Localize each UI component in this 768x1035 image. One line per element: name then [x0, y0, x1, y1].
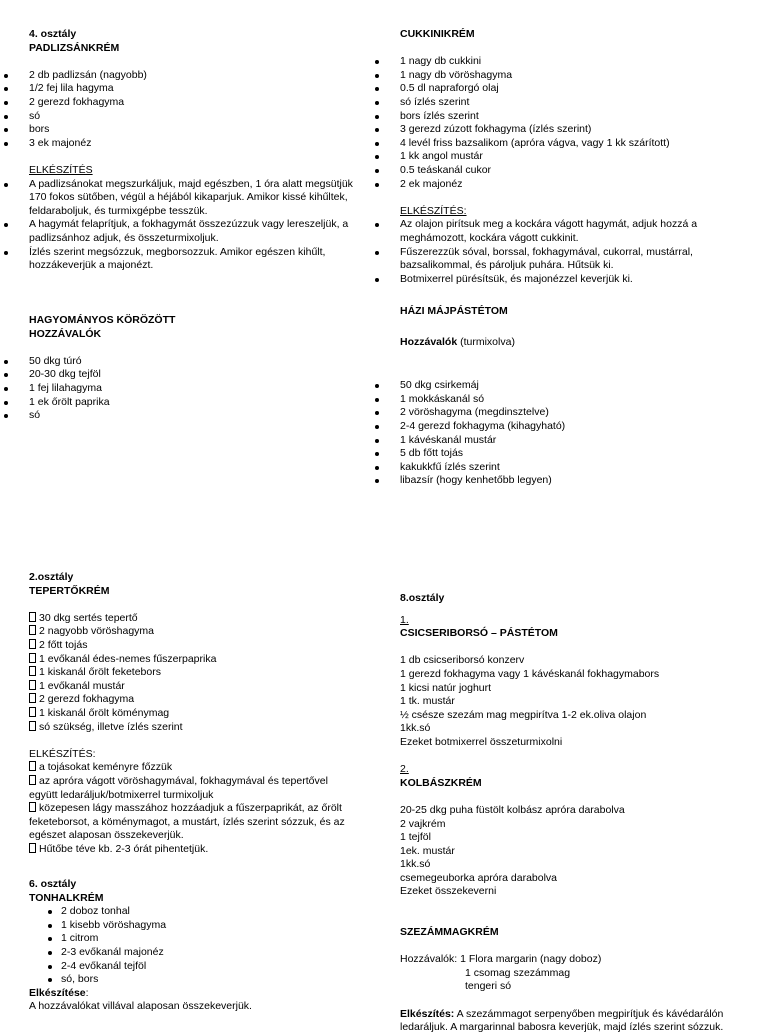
prep-text	[400, 1008, 745, 1022]
list-item	[400, 246, 745, 273]
prep-text: A hozzávalókat villával alaposan összekeverjük.	[29, 1000, 252, 1013]
prep-heading: ELKÉSZÍTÉS:	[29, 747, 96, 760]
list-item: 20-30 dkg tejföl	[29, 368, 374, 382]
list-item: 2 főtt tojás	[29, 639, 374, 653]
class-label: 8.osztály	[400, 592, 445, 604]
ingredient-line: Ezeket összekeverni	[400, 885, 497, 898]
step-line: meghámozott, kockára vágott cukkinit.	[400, 231, 579, 244]
ingredients-label: Hozzávalók	[400, 335, 458, 348]
recipe-title: KOLBÁSZKRÉM	[400, 776, 482, 789]
list-item: 50 dkg túró	[29, 355, 374, 369]
list-item: 5 db főtt tojás	[400, 447, 745, 461]
prep-label: Elkészítése	[29, 986, 86, 999]
list-item	[400, 218, 745, 245]
ingredient-line: 1ek. mustár	[400, 844, 455, 857]
step-list	[29, 178, 374, 273]
list-item: 2 gerezd fokhagyma	[29, 693, 374, 707]
list-item	[29, 218, 374, 245]
ingredient-line: 1 db csicseriborsó konzerv	[400, 654, 525, 667]
step-line: feldaraboljuk, és turmixgépbe tesszük.	[29, 204, 208, 217]
list-item: 0.5 teáskanál cukor	[400, 164, 745, 178]
class-label: 6. osztály	[29, 878, 77, 890]
list-item: 3 ek majonéz	[29, 137, 374, 151]
ingredients-heading	[400, 336, 745, 350]
recipe-number: 2.	[400, 763, 409, 776]
prep-heading: ELKÉSZÍTÉS	[29, 163, 93, 176]
list-item: 2 vöröshagyma (megdinsztelve)	[400, 406, 745, 420]
ingredient-line: 1kk.só	[400, 722, 431, 735]
list-item: 1 evőkanál édes-nemes fűszerpaprika	[29, 653, 374, 667]
ingredient-list	[29, 69, 374, 151]
step-line: bazsalikommal, és pároljuk puhára. Hűtsük ki.	[400, 259, 614, 272]
ingredient-line: 1 csomag szezámmag	[465, 966, 571, 979]
prep-heading	[29, 987, 374, 1001]
ingredient-line: 1kk.só	[400, 858, 431, 871]
step-line: Ízlés szerint megsózzuk, megborsozzuk. Amikor egészen kihűlt,	[29, 245, 326, 258]
ingredient-line: csemegeuborka apróra darabolva	[400, 871, 558, 884]
step-line: Fűszerezzük sóval, borssal, fokhagymával, cukorral, mustárral,	[400, 245, 693, 258]
ingredient-line: 2 vajkrém	[400, 817, 446, 830]
ingredients-heading: HOZZÁVALÓK	[29, 327, 102, 340]
list-item: só ízlés szerint	[400, 96, 745, 110]
class-label: 4. osztály	[29, 28, 77, 40]
recipe-title: HÁZI MÁJPÁSTÉTOM	[400, 305, 508, 317]
list-item: 1 evőkanál mustár	[29, 680, 374, 694]
class-8-recipes	[400, 592, 745, 1035]
recipe-title: SZEZÁMMAGKRÉM	[400, 926, 499, 939]
list-item: 2 doboz tonhal	[61, 905, 374, 919]
list-item: 30 dkg sertés tepertő	[29, 612, 374, 626]
recipe-title: PADLIZSÁNKRÉM	[29, 41, 120, 54]
list-item: 1 kk angol mustár	[400, 150, 745, 164]
list-item: 1 citrom	[61, 932, 374, 946]
ingredient-line: 1 gerezd fokhagyma vagy 1 kávéskanál fokhagymabors	[400, 667, 660, 680]
list-item: só	[29, 110, 374, 124]
step-line: feketeborsot, a köménymagot, a mustárt, ízlés szerint sózzuk, és az	[29, 815, 345, 828]
list-item: bors ízlés szerint	[400, 110, 745, 124]
recipe-title: CUKKINIKRÉM	[400, 28, 475, 40]
ingredient-line: tengeri só	[465, 980, 512, 993]
list-item: 4 levél friss bazsalikom (apróra vágva, vagy 1 kk szárított)	[400, 137, 745, 151]
recipe-title: HAGYOMÁNYOS KÖRÖZÖTT	[29, 314, 176, 326]
step-line: a tojásokat keményre főzzük	[29, 761, 374, 775]
list-item: 1 kávéskanál mustár	[400, 434, 745, 448]
list-item: 0.5 dl napraforgó olaj	[400, 82, 745, 96]
step-line: egészet alaposan összekeverjük.	[29, 829, 184, 842]
recipe-tepertokrem	[29, 571, 374, 856]
list-item: 1/2 fej lila hagyma	[29, 82, 374, 96]
list-item: 1 mokkáskanál só	[400, 393, 745, 407]
step-line: A padlizsánokat megszurkáljuk, majd egészben, 1 óra alatt megsütjük	[29, 177, 353, 190]
list-item: bors	[29, 123, 374, 137]
prep-text: ledaráljuk. A margarinnal babosra keverjük, majd ízlés szerint sózzuk.	[400, 1021, 724, 1034]
list-item: 2 nagyobb vöröshagyma	[29, 625, 374, 639]
list-item: 1 ek őrölt paprika	[29, 396, 374, 410]
step-list	[400, 218, 745, 286]
list-item: só szükség, illetve ízlés szerint	[29, 721, 374, 735]
list-item: 2-4 evőkanál tejföl	[61, 960, 374, 974]
list-item: 1 kiskanál őrölt feketebors	[29, 666, 374, 680]
list-item: 2-4 gerezd fokhagyma (kihagyható)	[400, 420, 745, 434]
step-line: hozzákeverjük a majonézt.	[29, 259, 154, 272]
step-line: közepesen lágy masszához hozzáadjuk a fűszerpaprikát, az őrölt	[29, 802, 374, 816]
list-item: 1 kiskanál őrölt köménymag	[29, 707, 374, 721]
recipe-padlizsankrem	[29, 28, 374, 273]
list-item: kakukkfű ízlés szerint	[400, 461, 745, 475]
list-item: 1 kisebb vöröshagyma	[61, 919, 374, 933]
step-line: A hagymát felaprítjuk, a fokhagymát összezúzzuk vagy lereszeljük, a	[29, 218, 349, 231]
recipe-tonhalkrem	[29, 878, 374, 1014]
recipe-title: TONHALKRÉM	[29, 891, 104, 904]
ingredient-line: ½ csésze szezám mag megpirítva 1-2 ek.oliva olajon	[400, 708, 647, 721]
list-item: 2 gerezd fokhagyma	[29, 96, 374, 110]
ingredient-list	[400, 55, 745, 191]
ingredients-note: (turmixolva)	[457, 335, 515, 348]
ingredient-line: Ezeket botmixerrel összeturmixolni	[400, 735, 563, 748]
list-item: 50 dkg csirkemáj	[400, 379, 745, 393]
list-item: 1 nagy db cukkini	[400, 55, 745, 69]
step-line: Botmixerrel pürésítsük, és majonézzel keverjük ki.	[400, 272, 633, 285]
ingredient-line: 1 tejföl	[400, 831, 431, 844]
ingredient-line: 1 tk. mustár	[400, 695, 455, 708]
class-label: 2.osztály	[29, 571, 74, 583]
prep-colon: :	[85, 986, 89, 999]
list-item: 2 ek majonéz	[400, 178, 745, 192]
recipe-title: CSICSERIBORSÓ – PÁSTÉTOM	[400, 627, 558, 640]
step-line: 170 fokos sütőben, végül a héjából kikaparjuk. Amikor kissé kihűltek,	[29, 191, 348, 204]
ingredient-line: 1 kicsi natúr joghurt	[400, 681, 492, 694]
ingredient-list	[29, 905, 374, 987]
step-line: az apróra vágott vöröshagymával, fokhagymával és tepertővel	[29, 775, 374, 789]
recipe-number: 1.	[400, 613, 409, 626]
prep-heading: ELKÉSZÍTÉS:	[400, 204, 467, 217]
recipe-korozott	[29, 314, 374, 423]
recipe-title: TEPERTŐKRÉM	[29, 584, 110, 597]
list-item: 1 fej lilahagyma	[29, 382, 374, 396]
step-line: Az olajon pirítsuk meg a kockára vágott hagymát, adjuk hozzá a	[400, 218, 698, 231]
list-item: libazsír (hogy kenhetőbb legyen)	[400, 474, 745, 488]
list-item: só, bors	[61, 973, 374, 987]
list-item	[400, 273, 745, 287]
ingredient-list	[29, 355, 374, 423]
list-item: 2 db padlizsán (nagyobb)	[29, 69, 374, 83]
ingredient-list	[29, 612, 374, 734]
list-item: 1 nagy db vöröshagyma	[400, 69, 745, 83]
step-line: együtt ledaráljuk/botmixerrel turmixoljuk	[29, 788, 214, 801]
ingredient-list	[400, 379, 745, 488]
list-item: 2-3 evőkanál majonéz	[61, 946, 374, 960]
list-item	[29, 246, 374, 273]
list-item: só	[29, 409, 374, 423]
step-list	[29, 761, 374, 856]
list-item	[29, 178, 374, 219]
ingredient-line: 20-25 dkg puha füstölt kolbász apróra darabolva	[400, 803, 625, 816]
step-line: Hűtőbe téve kb. 2-3 órát pihentetjük.	[29, 843, 374, 857]
list-item: 3 gerezd zúzott fokhagyma (ízlés szerint)	[400, 123, 745, 137]
recipe-majpastetom	[400, 305, 745, 488]
ingredient-line: Hozzávalók: 1 Flora margarin (nagy doboz)	[400, 953, 602, 966]
step-line: padlizsánhoz adjuk, és összeturmixoljuk.	[29, 231, 219, 244]
prep-label: Elkészítés:	[400, 1007, 455, 1020]
prep-text-part: A szezámmagot serpenyőben megpirítjuk és kávédarálón	[454, 1007, 724, 1020]
recipe-cukkinikrem	[400, 28, 745, 286]
